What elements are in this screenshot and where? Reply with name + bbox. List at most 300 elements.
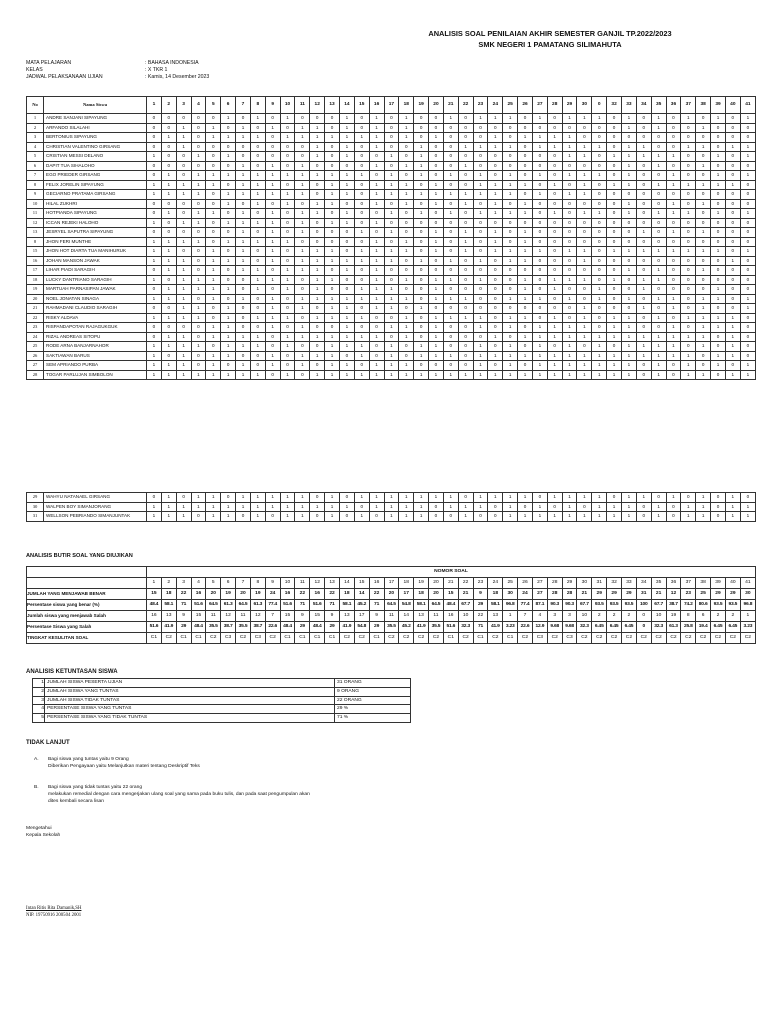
answer-cell: 1 [265,161,280,171]
answer-cell: 0 [607,285,622,295]
analysis-value: 71 [325,600,340,611]
answer-cell: 0 [221,266,236,276]
answer-cell: 0 [503,218,518,228]
answer-cell: 1 [488,228,503,238]
blank-cell [27,567,147,578]
analysis-value: C2 [651,633,666,644]
answer-cell: 0 [577,237,592,247]
answer-cell: 0 [696,218,711,228]
answer-cell: 0 [369,351,384,361]
answer-cell: 1 [325,313,340,323]
answer-cell: 0 [562,161,577,171]
answer-cell: 0 [740,342,755,352]
answer-cell: 1 [295,209,310,219]
answer-cell: 0 [636,123,651,133]
answer-cell: 1 [740,512,755,522]
answer-cell: 1 [221,370,236,380]
answer-cell: 1 [666,351,681,361]
answer-cell: 0 [562,218,577,228]
answer-cell: 1 [414,152,429,162]
answer-cell: 1 [740,142,755,152]
answer-cell: 0 [711,370,726,380]
answer-cell: 0 [339,275,354,285]
answer-cell: 0 [607,266,622,276]
answer-cell: 0 [325,152,340,162]
answer-cell: 0 [666,512,681,522]
answer-cell: 1 [696,180,711,190]
answer-cell: 1 [414,304,429,314]
title-line-1: ANALISIS SOAL PENILAIAN AKHIR SEMESTER GANJIL TP.2022/2023 [428,29,672,38]
question-number: 13 [325,578,340,589]
analysis-value: C2 [265,633,280,644]
analysis-value: 51.6 [280,600,295,611]
answer-cell: 1 [488,190,503,200]
answer-cell: 0 [429,218,444,228]
answer-cell: 0 [518,152,533,162]
answer-cell: 0 [636,161,651,171]
student-no: 31 [27,512,44,522]
exam-info [26,60,209,82]
answer-cell: 0 [725,304,740,314]
answer-cell: 0 [339,199,354,209]
answer-cell: 1 [651,247,666,257]
answer-cell: 1 [339,171,354,181]
question-number: 35 [651,97,666,114]
answer-cell: 0 [547,218,562,228]
answer-cell: 1 [651,266,666,276]
answer-cell: 0 [681,190,696,200]
answer-cell: 1 [488,114,503,124]
answer-cell: 1 [176,351,191,361]
completion-label: PERSENTASE SISWA YANG TIDAK TUNTAS [45,714,335,723]
analysis-value: 2 [725,611,740,622]
analysis-value: C2 [607,633,622,644]
analysis-value: 29 [176,622,191,633]
answer-cell: 0 [503,199,518,209]
question-number: 37 [681,578,696,589]
analysis-value: 25 [696,589,711,600]
answer-cell: 1 [607,313,622,323]
analysis-value: 48.4 [443,600,458,611]
meta-value: : X TKR 1 [145,67,168,74]
answer-cell: 0 [651,323,666,333]
answer-cell: 1 [369,190,384,200]
analysis-value: 48.4 [147,600,162,611]
analysis-value: 25.8 [681,622,696,633]
answer-cell: 1 [488,199,503,209]
question-number: 41 [740,97,755,114]
answer-cell: 1 [399,190,414,200]
answer-cell: 1 [354,285,369,295]
answer-cell: 0 [399,342,414,352]
answer-cell: 0 [250,294,265,304]
answer-cell: 1 [265,351,280,361]
answer-cell: 1 [622,332,637,342]
answer-cell: 1 [339,180,354,190]
answer-cell: 1 [161,247,176,257]
analysis-value: 93.5 [622,600,637,611]
answer-cell: 0 [221,275,236,285]
answer-cell: 0 [562,199,577,209]
answer-cell: 0 [562,228,577,238]
analysis-value: C2 [488,633,503,644]
answer-cell: 1 [562,152,577,162]
answer-cell: 1 [592,142,607,152]
analysis-value: 16 [280,589,295,600]
analysis-value: 58.1 [339,600,354,611]
answer-cell: 1 [280,275,295,285]
completion-label: JUMLAH SISWA PESERTA UJIAN [45,679,335,688]
answer-cell: 1 [577,190,592,200]
answer-cell: 0 [310,218,325,228]
answer-cell: 1 [562,323,577,333]
analysis-value: 29 [607,589,622,600]
answer-cell: 1 [250,237,265,247]
answer-cell: 1 [176,332,191,342]
answer-cell: 1 [532,361,547,371]
question-number: 3 [176,97,191,114]
answer-cell: 0 [280,323,295,333]
answer-cell: 0 [711,502,726,512]
answer-cell: 1 [191,218,206,228]
answer-cell: 0 [206,199,221,209]
answer-cell: 1 [147,313,162,323]
answer-cell: 0 [399,351,414,361]
answer-cell: 1 [547,361,562,371]
answer-cell: 0 [711,161,726,171]
answer-cell: 0 [592,313,607,323]
answer-cell: 0 [176,171,191,181]
answer-cell: 0 [369,323,384,333]
answer-cell: 1 [414,512,429,522]
answer-cell: 0 [443,304,458,314]
student-row [27,209,756,219]
analysis-value: 74.2 [681,600,696,611]
answer-cell: 1 [547,285,562,295]
answer-cell: 0 [429,152,444,162]
question-number: 16 [369,97,384,114]
answer-cell: 0 [740,332,755,342]
meta-value: : Kamis, 14 Desember 2023 [145,74,210,81]
analysis-value: C3 [562,633,577,644]
answer-cell: 0 [191,142,206,152]
answer-cell: 1 [221,133,236,143]
answer-cell: 0 [577,342,592,352]
student-no: 3 [27,133,44,143]
answer-cell: 0 [666,285,681,295]
answer-cell: 1 [681,502,696,512]
answer-cell: 1 [429,237,444,247]
answer-cell: 0 [354,161,369,171]
question-number: 17 [384,578,399,589]
answer-cell: 1 [176,133,191,143]
answer-cell: 1 [696,313,711,323]
answer-cell: 1 [295,123,310,133]
answer-cell: 0 [429,502,444,512]
student-row [27,218,756,228]
answer-cell: 1 [458,313,473,323]
answer-cell: 1 [666,493,681,503]
question-number: 9 [265,97,280,114]
answer-cell: 1 [488,142,503,152]
answer-cell: 0 [607,199,622,209]
answer-cell: 0 [725,171,740,181]
answer-cell: 0 [622,133,637,143]
analysis-value: 48.4 [310,622,325,633]
answer-cell: 0 [443,228,458,238]
answer-cell: 1 [488,493,503,503]
score-table-continued [26,492,756,522]
student-name: JHON FERI MUNTHE [44,237,147,247]
answer-cell: 0 [636,502,651,512]
answer-cell: 0 [696,209,711,219]
answer-cell: 0 [325,209,340,219]
analysis-value: 6.45 [725,622,740,633]
answer-cell: 0 [250,351,265,361]
answer-cell: 0 [725,209,740,219]
answer-cell: 0 [206,313,221,323]
answer-cell: 0 [354,209,369,219]
analysis-value: 21 [577,589,592,600]
answer-cell: 0 [622,218,637,228]
answer-cell: 1 [354,351,369,361]
answer-cell: 0 [532,180,547,190]
student-name: RISPANDAPOTAN RAJAGUKGUK [44,323,147,333]
answer-cell: 1 [518,351,533,361]
answer-cell: 1 [295,133,310,143]
answer-cell: 0 [547,171,562,181]
analysis-value: 16 [310,589,325,600]
completion-no: 3 [33,696,45,705]
header-name: Nama Siswa [44,97,147,114]
analysis-value: 11 [236,611,251,622]
student-name: RISKY ALDAVA [44,313,147,323]
answer-cell: 1 [607,332,622,342]
student-no: 13 [27,228,44,238]
analysis-value: 11 [206,611,221,622]
answer-cell: 0 [547,123,562,133]
analysis-value: 96.8 [740,600,755,611]
answer-cell: 1 [622,502,637,512]
answer-cell: 0 [651,190,666,200]
student-name: SAKTIAWAN BARUS [44,351,147,361]
answer-cell: 0 [681,304,696,314]
answer-cell: 1 [636,247,651,257]
answer-cell: 1 [473,171,488,181]
student-row [27,171,756,181]
analysis-value: 29 [295,622,310,633]
answer-cell: 1 [176,512,191,522]
answer-cell: 1 [711,171,726,181]
answer-cell: 1 [532,512,547,522]
answer-cell: 1 [325,190,340,200]
answer-cell: 0 [532,209,547,219]
answer-cell: 1 [503,323,518,333]
answer-cell: 1 [607,361,622,371]
approval-line: Mengetahui [26,826,52,831]
answer-cell: 1 [147,218,162,228]
answer-cell: 0 [488,361,503,371]
answer-cell: 0 [473,228,488,238]
answer-cell: 1 [236,209,251,219]
answer-cell: 0 [725,190,740,200]
answer-cell: 0 [518,114,533,124]
answer-cell: 0 [354,199,369,209]
answer-cell: 0 [176,114,191,124]
answer-cell: 0 [488,275,503,285]
student-name: RAHMADANI CLAUDIO SARAGIH [44,304,147,314]
answer-cell: 1 [191,313,206,323]
student-name: WALPEN BOY SIMANJORANG [44,502,147,512]
answer-cell: 0 [339,285,354,295]
answer-cell: 1 [696,342,711,352]
answer-cell: 1 [354,133,369,143]
answer-cell: 1 [236,294,251,304]
student-row [27,493,756,503]
answer-cell: 0 [369,512,384,522]
answer-cell: 0 [414,266,429,276]
answer-cell: 0 [295,142,310,152]
answer-cell: 1 [518,180,533,190]
answer-cell: 1 [369,370,384,380]
answer-cell: 1 [518,199,533,209]
answer-cell: 1 [280,370,295,380]
answer-cell: 1 [161,502,176,512]
student-row [27,351,756,361]
answer-cell: 1 [236,123,251,133]
answer-cell: 0 [325,285,340,295]
analysis-value: 17 [399,589,414,600]
answer-cell: 1 [384,502,399,512]
follow-up-marker: A. [34,757,39,762]
answer-cell: 1 [325,256,340,266]
answer-cell: 1 [532,332,547,342]
answer-cell: 1 [518,237,533,247]
answer-cell: 0 [622,304,637,314]
answer-cell: 0 [384,123,399,133]
answer-cell: 0 [147,266,162,276]
answer-cell: 1 [325,218,340,228]
answer-cell: 1 [280,342,295,352]
answer-cell: 1 [577,180,592,190]
answer-cell: 0 [414,313,429,323]
answer-cell: 1 [429,190,444,200]
answer-cell: 1 [518,285,533,295]
answer-cell: 1 [562,361,577,371]
meta-label: JADWAL PELAKSANAAN UJIAN [26,74,103,81]
answer-cell: 1 [310,370,325,380]
answer-cell: 0 [503,266,518,276]
answer-cell: 0 [443,285,458,295]
student-name: CHRISTIAN VALENTINO GIRSANG [44,142,147,152]
answer-cell: 1 [622,161,637,171]
answer-cell: 1 [488,180,503,190]
answer-cell: 1 [250,218,265,228]
answer-cell: 1 [325,332,340,342]
answer-cell: 0 [473,294,488,304]
answer-cell: 0 [458,304,473,314]
answer-cell: 1 [577,370,592,380]
analysis-value: 96.8 [503,600,518,611]
answer-cell: 0 [636,266,651,276]
student-name: FELIX JORELIN SIPAYUNG [44,180,147,190]
answer-cell: 1 [562,512,577,522]
answer-cell: 1 [384,285,399,295]
answer-cell: 1 [414,342,429,352]
analysis-value: C2 [429,633,444,644]
answer-cell: 1 [221,171,236,181]
analysis-value: C2 [354,633,369,644]
answer-cell: 0 [636,114,651,124]
answer-cell: 1 [518,228,533,238]
answer-cell: 1 [532,342,547,352]
answer-cell: 1 [503,512,518,522]
student-row [27,190,756,200]
answer-cell: 0 [666,218,681,228]
answer-cell: 0 [681,323,696,333]
answer-cell: 0 [666,361,681,371]
answer-cell: 1 [607,180,622,190]
answer-cell: 1 [369,493,384,503]
question-number: 6 [221,97,236,114]
answer-cell: 1 [443,370,458,380]
answer-cell: 1 [740,171,755,181]
answer-cell: 1 [176,370,191,380]
answer-cell: 1 [532,190,547,200]
student-name: WELLSON PEBRIANDO SIMANJUNTAK [44,512,147,522]
question-number: 3 [176,578,191,589]
answer-cell: 1 [250,275,265,285]
answer-cell: 0 [147,209,162,219]
student-no: 2 [27,123,44,133]
answer-cell: 1 [666,304,681,314]
answer-cell: 1 [547,133,562,143]
student-name: WAHYU NATANAEL GIRSANG [44,493,147,503]
follow-up-line: Diberikan Pengayaan yaitu Melanjutkan materi tentang Deskriptif Teks [48,764,200,770]
answer-cell: 1 [236,493,251,503]
question-number: 4 [191,97,206,114]
answer-cell: 1 [725,332,740,342]
analysis-value: 54.8 [399,600,414,611]
answer-cell: 0 [636,361,651,371]
answer-cell: 1 [696,370,711,380]
answer-cell: 1 [206,123,221,133]
blank-cell [27,578,147,589]
header-no: No [27,97,44,114]
answer-cell: 0 [221,294,236,304]
answer-cell: 1 [147,512,162,522]
analysis-value: 18 [161,589,176,600]
answer-cell: 0 [518,304,533,314]
answer-cell: 1 [607,275,622,285]
answer-cell: 1 [161,512,176,522]
answer-cell: 0 [711,218,726,228]
answer-cell: 1 [547,142,562,152]
answer-cell: 1 [577,114,592,124]
answer-cell: 1 [384,180,399,190]
student-row [27,123,756,133]
answer-cell: 0 [265,342,280,352]
answer-cell: 0 [518,142,533,152]
question-number: 19 [414,578,429,589]
answer-cell: 0 [518,218,533,228]
analysis-value: 77.4 [265,600,280,611]
answer-cell: 0 [295,237,310,247]
analysis-value: 2 [607,611,622,622]
answer-cell: 0 [681,256,696,266]
answer-cell: 0 [518,361,533,371]
answer-cell: 0 [592,228,607,238]
